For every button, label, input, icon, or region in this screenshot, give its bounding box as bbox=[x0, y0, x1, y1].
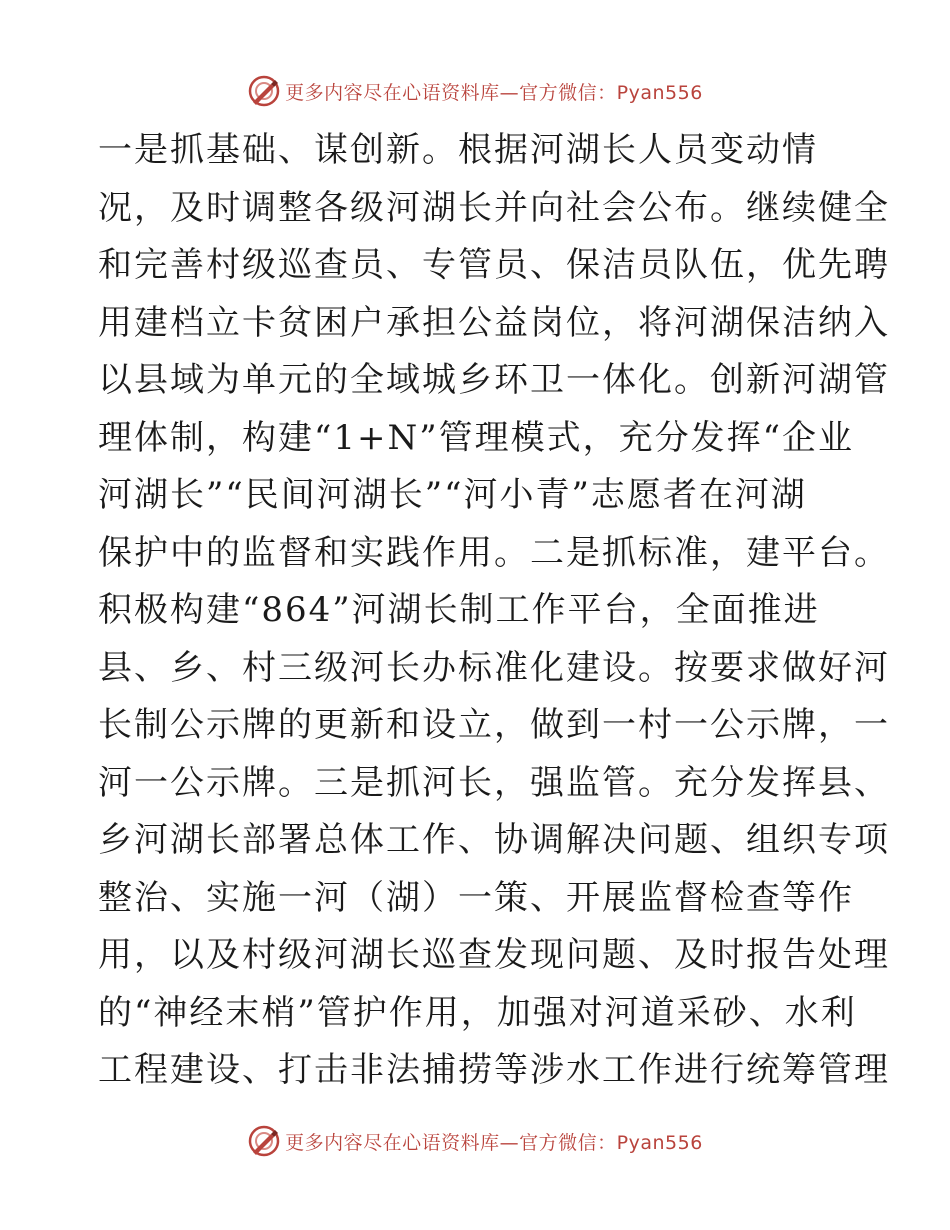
text-line: 一是抓基础、谋创新。根据河湖长人员变动情 bbox=[98, 130, 818, 170]
text-line: 和完善村级巡查员、专管员、保洁员队伍，优先聘 bbox=[98, 245, 890, 285]
logo-icon bbox=[247, 74, 281, 108]
text-line: 保护中的监督和实践作用。二是抓标准，建平台。 bbox=[98, 532, 890, 573]
header-watermark-banner bbox=[0, 70, 950, 112]
text-line: 的“神经末梢”管护作用，加强对河道采砂、水利 bbox=[98, 992, 857, 1033]
text-line: 用建档立卡贫困户承担公益岗位，将河湖保洁纳入 bbox=[98, 302, 890, 343]
text-line: 积极构建“864”河湖长制工作平台，全面推进 bbox=[98, 590, 820, 630]
text-line: 以县域为单元的全域城乡环卫一体化。创新河湖管 bbox=[98, 360, 890, 400]
text-line: 长制公示牌的更新和设立，做到一村一公示牌，一 bbox=[98, 705, 890, 745]
text-line: 整治、实施一河（湖）一策、开展监督检查等作 bbox=[98, 877, 854, 918]
text-line: 用，以及村级河湖长巡查发现问题、及时报告处理 bbox=[98, 935, 890, 975]
text-line: 理体制，构建“1+N”管理模式，充分发挥“企业 bbox=[98, 417, 855, 458]
document-body bbox=[98, 122, 890, 1100]
text-line: 况，及时调整各级河湖长并向社会公布。继续健全 bbox=[98, 187, 890, 228]
text-line: 乡河湖长部署总体工作、协调解决问题、组织专项 bbox=[98, 820, 890, 860]
footer-watermark-text: 更多内容尽在心语资料库—官方微信：Pyan556 bbox=[285, 1131, 703, 1154]
text-line: 河湖长”“民间河湖长”“河小青”志愿者在河湖 bbox=[98, 475, 807, 515]
header-watermark-text: 更多内容尽在心语资料库—官方微信：Pyan556 bbox=[285, 81, 703, 104]
text-line: 工程建设、打击非法捕捞等涉水工作进行统筹管理 bbox=[98, 1050, 890, 1090]
text-line: 县、乡、村三级河长办标准化建设。按要求做好河 bbox=[98, 647, 890, 688]
logo-icon bbox=[247, 1124, 281, 1158]
footer-watermark-banner bbox=[0, 1120, 950, 1162]
text-line: 河一公示牌。三是抓河长，强监管。充分发挥县、 bbox=[98, 762, 890, 803]
